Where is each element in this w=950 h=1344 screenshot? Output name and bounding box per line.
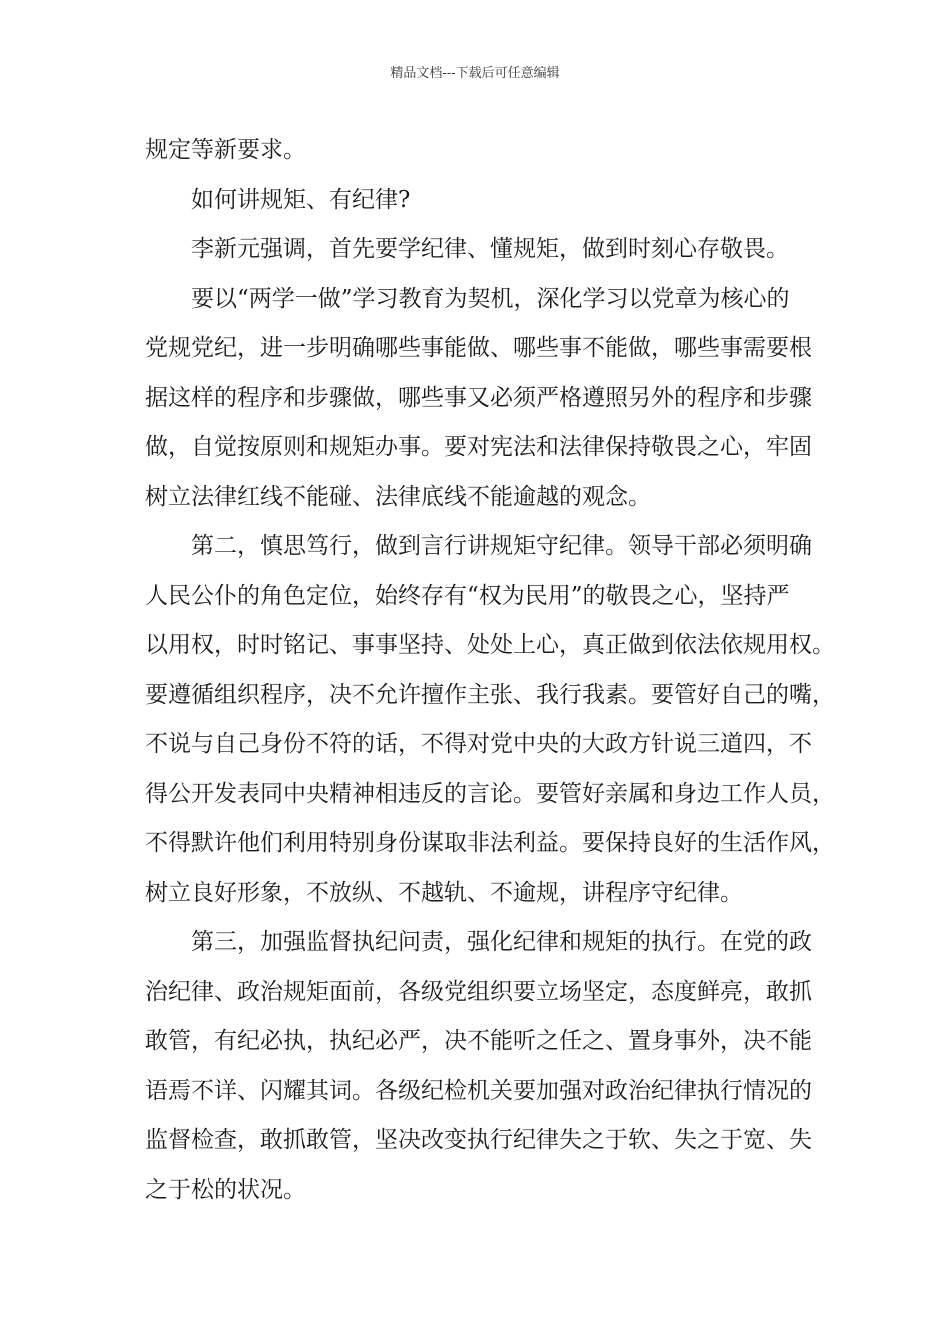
text-line: 不说与自己身份不符的话，不得对党中央的大政方针说三道四，不: [145, 731, 812, 757]
text-line: 语焉不详、闪耀其词。各级纪检机关要加强对政治纪律执行情况的: [145, 1077, 812, 1104]
text-line: 治纪律、政治规矩面前，各级党组织要立场坚定，态度鲜亮，敢抓: [145, 978, 812, 1005]
text-line: 树立良好形象，不放纵、不越轨、不逾规，讲程序守纪律。: [145, 879, 743, 906]
text-line: 树立法律红线不能碰、法律底线不能逾越的观念。: [145, 483, 651, 510]
text-line: 之于松的状况。: [145, 1176, 306, 1203]
text-line: 人民公仆的角色定位，始终存有“权为民用”的敬畏之心，坚持严: [145, 582, 790, 609]
text-line: 得公开发表同中央精神相违反的言论。要管好亲属和身边工作人员，: [145, 780, 835, 807]
text-line: 李新元强调，首先要学纪律、懂规矩，做到时刻心存敬畏。: [191, 236, 789, 262]
text-line: 如何讲规矩、有纪律?: [191, 186, 411, 213]
text-line: 党规党纪，进一步明确哪些事能做、哪些事不能做，哪些事需要根: [145, 335, 812, 361]
text-line: 第二，慎思笃行，做到言行讲规矩守纪律。领导干部必须明确: [191, 533, 812, 559]
text-line: 第三，加强监督执纪问责，强化纪律和规矩的执行。在党的政: [191, 929, 812, 955]
text-line: 据这样的程序和步骤做，哪些事又必须严格遵照另外的程序和步骤: [145, 384, 812, 411]
text-line: 做，自觉按原则和规矩办事。要对宪法和法律保持敬畏之心，牢固: [145, 434, 812, 460]
text-line: 监督检查，敢抓敢管，坚决改变执行纪律失之于软、失之于宽、失: [145, 1127, 812, 1153]
page-header: 精品文档---下载后可任意编辑: [390, 66, 560, 81]
text-line: 要以“两学一做”学习教育为契机，深化学习以党章为核心的: [191, 285, 790, 312]
document-body: [145, 126, 835, 1215]
text-line: 敢管，有纪必执，执纪必严，决不能听之任之、置身事外，决不能: [145, 1028, 812, 1054]
text-line: 规定等新要求。: [145, 137, 306, 163]
text-line: 以用权，时时铭记、事事坚持、处处上心，真正做到依法依规用权。: [145, 632, 835, 658]
text-line: 不得默许他们利用特别身份谋取非法利益。要保持良好的生活作风，: [145, 830, 835, 856]
text-line: 要遵循组织程序，决不允许擅作主张、我行我素。要管好自己的嘴，: [145, 681, 835, 708]
